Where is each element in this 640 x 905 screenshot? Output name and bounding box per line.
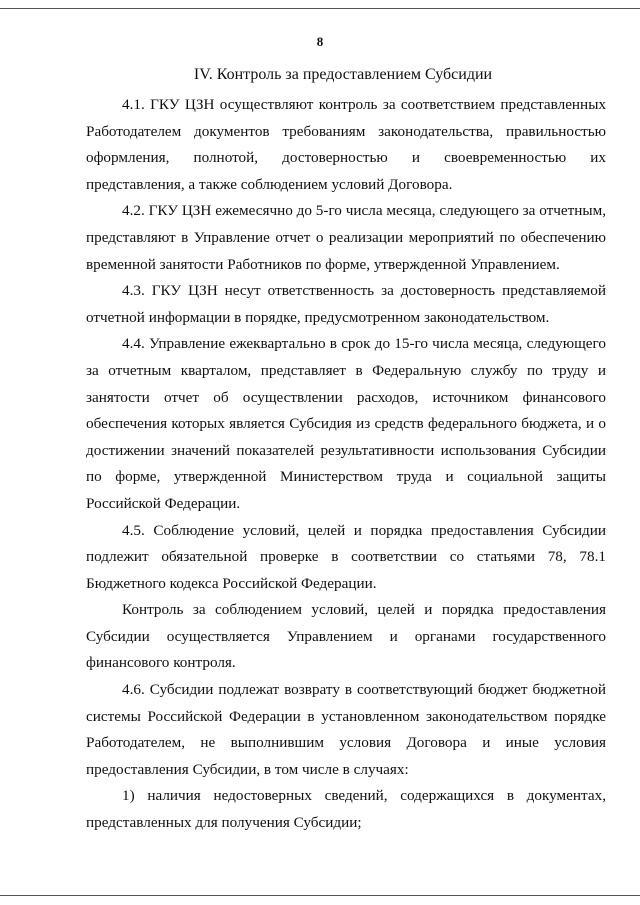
section-title: IV. Контроль за предоставлением Субсидии: [193, 66, 493, 83]
list-item-1: 1) наличия недостоверных сведений, содержащихся в документах, представленных для получения Субсидии;: [86, 787, 606, 832]
paragraph-4-2: 4.2. ГКУ ЦЗН ежемесячно до 5-го числа месяца, следующего за отчетным, представляют в Управление отчет о реализации мероприятий по обеспечению временной занятости Работников по форме, утвержденной Управлением.: [86, 202, 606, 273]
page-number: 8: [316, 34, 324, 49]
paragraph-4-4: 4.4. Управление ежеквартально в срок до 15-го числа месяца, следующего за отчетным кварталом, представляет в Федеральную службу по труду и занятости отчет об осуществлении расходов, источником финансового обеспечения которых является Субсидия из средств федерального бюджета, и о достижении значений показателей результативности использования Субсидии по форме, утвержденной Министерством труда и социальной защиты Российской Федерации.: [86, 335, 606, 512]
paragraph-4-1: 4.1. ГКУ ЦЗН осуществляют контроль за соответствием представленных Работодателем документов требованиям законодательства, правильностью оформления, полнотой, достоверностью и своевременностью их представления, а также соблюдением условий Договора.: [86, 96, 606, 193]
paragraph-4-3: 4.3. ГКУ ЦЗН несут ответственность за достоверность представляемой отчетной информации в порядке, предусмотренном законодательством.: [86, 282, 606, 326]
scan-top-edge-line: [0, 8, 640, 9]
paragraph-control: Контроль за соблюдением условий, целей и порядка предоставления Субсидии осуществляется Управлением и органами государственного финансового контроля.: [86, 601, 606, 672]
document-body: [86, 92, 606, 837]
paragraph-4-5: 4.5. Соблюдение условий, целей и порядка предоставления Субсидии подлежит обязательной проверке в соответствии со статьями 78, 78.1 Бюджетного кодекса Российской Федерации.: [86, 521, 606, 592]
scan-bottom-edge-line: [0, 895, 640, 896]
paragraph-4-6: 4.6. Субсидии подлежат возврату в соответствующий бюджет бюджетной системы Российской Федерации в установленном законодательством порядке Работодателем, не выполнившим условия Договора и иные условия предоставления Субсидии, в том числе в случаях:: [86, 681, 606, 778]
